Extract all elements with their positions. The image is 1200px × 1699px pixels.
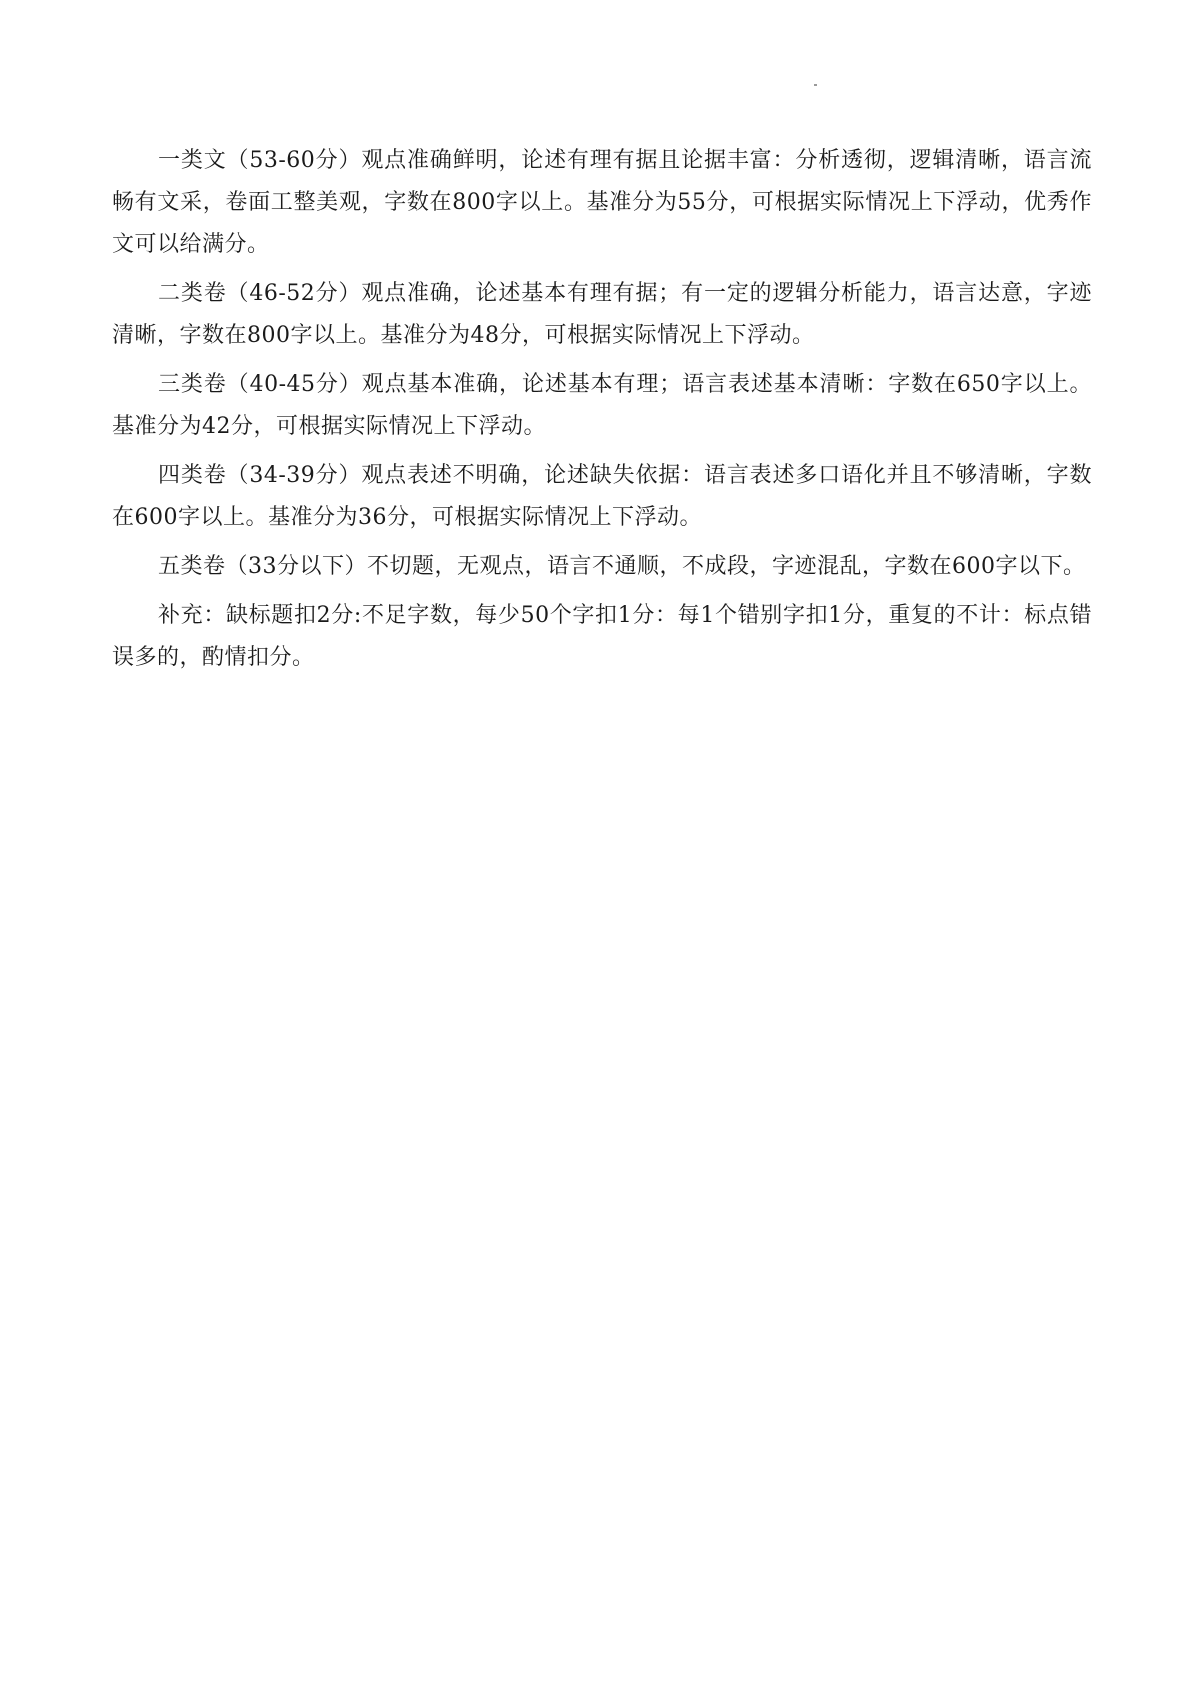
- grading-criteria: [112, 140, 1092, 686]
- paragraph-class-5: 五类卷（33分以下）不切题，无观点，语言不通顺，不成段，字迹混乱，字数在600字以下。: [158, 554, 1086, 579]
- scan-mark: [814, 84, 817, 86]
- paragraph-class-2: 二类卷（46-52分）观点准确，论述基本有理有据；有一定的逻辑分析能力，语言达意，字迹清晰，字数在800字以上。基准分为48分，可根据实际情况上下浮动。: [112, 281, 1092, 348]
- paragraph-supplement: 补充：缺标题扣2分:不足字数，每少50个字扣1分：每1个错别字扣1分，重复的不计：标点错误多的，酌情扣分。: [112, 603, 1092, 670]
- paragraph-class-3: 三类卷（40-45分）观点基本准确，论述基本有理；语言表述基本清晰：字数在650字以上。基准分为42分，可根据实际情况上下浮动。: [112, 372, 1092, 439]
- paragraph-class-1: 一类文（53-60分）观点准确鲜明，论述有理有据且论据丰富：分析透彻，逻辑清晰，语言流畅有文采，卷面工整美观，字数在800字以上。基准分为55分，可根据实际情况上下浮动，优秀作文可以给满分。: [112, 148, 1092, 257]
- paragraph-class-4: 四类卷（34-39分）观点表述不明确，论述缺失依据：语言表述多口语化并且不够清晰，字数在600字以上。基准分为36分，可根据实际情况上下浮动。: [112, 463, 1092, 530]
